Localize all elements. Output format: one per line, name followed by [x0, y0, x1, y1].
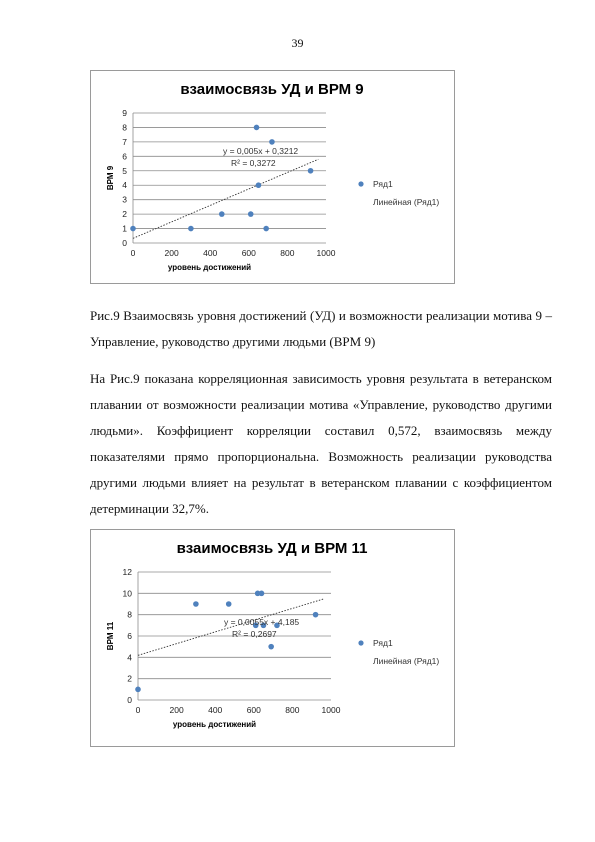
- x-tick-label: 600: [246, 705, 261, 715]
- chart-vrm11: [90, 529, 455, 747]
- y-tick-label: 4: [122, 180, 127, 191]
- y-tick-label: 0: [122, 238, 127, 248]
- data-point: [308, 168, 314, 174]
- chart-vrm9-svg: [91, 71, 454, 283]
- x-tick-label: 400: [208, 705, 223, 715]
- x-tick-label: 200: [169, 705, 184, 715]
- data-point: [256, 182, 262, 188]
- data-point: [130, 226, 136, 232]
- data-point: [254, 125, 260, 131]
- y-tick-label: 2: [127, 673, 132, 684]
- data-point: [193, 601, 199, 607]
- x-tick-label: 400: [203, 248, 218, 258]
- chart-vrm11-svg: [91, 530, 454, 746]
- y-tick-label: 5: [122, 165, 127, 176]
- data-point: [269, 139, 275, 145]
- y-tick-label: 4: [127, 652, 132, 663]
- x-tick-label: 800: [285, 705, 300, 715]
- y-tick-label: 2: [122, 209, 127, 220]
- figure-caption: Рис.9 Взаимосвязь уровня достижений (УД) и возможности реализации мотива 9 – Управление, руководство другими людьми (ВРМ 9): [90, 308, 552, 349]
- y-tick-label: 3: [122, 194, 127, 205]
- y-tick-label: 10: [122, 588, 132, 599]
- y-tick-label: 0: [127, 695, 132, 705]
- data-point: [226, 601, 232, 607]
- chart-title: взаимосвязь УД и ВРМ 11: [176, 540, 368, 557]
- x-axis-label: уровень достижений: [167, 263, 252, 272]
- y-tick-label: 6: [122, 151, 127, 162]
- data-point: [259, 591, 265, 597]
- data-point: [135, 687, 141, 693]
- legend-item-series: Ряд1: [373, 179, 393, 189]
- y-axis-label: ВРМ 9: [106, 165, 115, 191]
- data-point: [313, 612, 319, 618]
- trend-r-squared: R² = 0,3272: [231, 158, 276, 168]
- data-point: [188, 226, 194, 232]
- y-axis-label: ВРМ 11: [106, 621, 115, 651]
- y-tick-label: 8: [122, 122, 127, 133]
- data-point: [263, 226, 269, 232]
- y-tick-label: 8: [127, 609, 132, 620]
- chart-vrm9: [90, 70, 455, 284]
- y-tick-label: 6: [127, 631, 132, 641]
- y-tick-label: 7: [122, 136, 127, 147]
- legend-marker: [358, 640, 363, 645]
- legend-item-series: Ряд1: [373, 638, 393, 648]
- data-point: [248, 211, 254, 217]
- legend-item-trend: Линейная (Ряд1): [373, 656, 440, 666]
- x-tick-label: 600: [241, 248, 256, 258]
- y-tick-label: 9: [122, 108, 127, 118]
- legend-marker: [358, 181, 363, 186]
- data-point: [219, 211, 225, 217]
- x-tick-label: 200: [164, 248, 179, 258]
- trend-equation: y = 0,0055x + 4,185: [224, 617, 300, 627]
- trendline: [138, 599, 323, 655]
- data-point: [268, 644, 274, 650]
- trend-r-squared: R² = 0,2697: [232, 629, 277, 639]
- chart-title: взаимосвязь УД и ВРМ 9: [180, 81, 364, 98]
- x-tick-label: 0: [135, 705, 141, 715]
- body-paragraph: На Рис.9 показана корреляционная зависимость уровня результата в ветеранском плавании от возможности реализации мотива «Управление, руководство другими людьми». Коэффициент корреляции составил 0,572, взаимосвязь между показателями прямо пропорциональна. Возможность реализации руководства другими людьми влияет на результат в ветеранском плавании с коэффициентом детерминации 32,7%.: [90, 371, 552, 516]
- x-tick-label: 0: [130, 248, 136, 258]
- x-tick-label: 1000: [321, 705, 341, 715]
- x-axis-label: уровень достижений: [172, 720, 257, 729]
- y-tick-label: 1: [122, 223, 127, 234]
- x-tick-label: 800: [280, 248, 295, 258]
- x-tick-label: 1000: [316, 248, 336, 258]
- legend-item-trend: Линейная (Ряд1): [373, 197, 440, 207]
- y-tick-label: 12: [122, 567, 132, 577]
- page-number: 39: [291, 36, 304, 50]
- trend-equation: y = 0,005x + 0,3212: [223, 146, 299, 156]
